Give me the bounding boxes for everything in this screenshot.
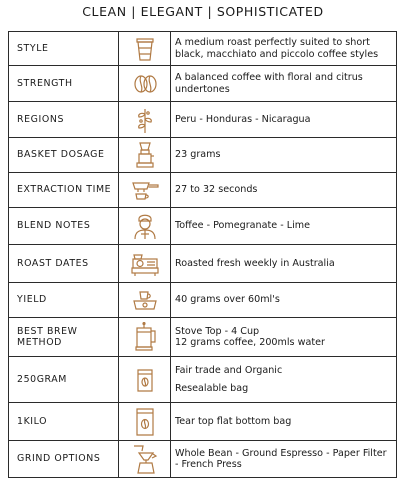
row-description: Stove Top - 4 Cup xyxy=(175,325,260,337)
row-label: GRIND OPTIONS xyxy=(9,441,119,478)
roaster-icon xyxy=(119,251,170,277)
row-label: STYLE xyxy=(9,32,119,66)
coffee-bag-large-icon xyxy=(119,407,170,437)
coffee-cup-icon xyxy=(119,36,170,62)
row-label: STRENGTH xyxy=(9,66,119,102)
coffee-bean-icon xyxy=(119,73,170,95)
row-label: 250GRAM xyxy=(9,357,119,403)
french-press-icon xyxy=(119,322,170,352)
row-description: Roasted fresh weekly in Australia xyxy=(171,245,397,283)
coffee-plant-icon xyxy=(119,106,170,134)
portafilter-icon xyxy=(119,179,170,201)
table-row xyxy=(9,318,397,357)
row-label: ROAST DATES xyxy=(9,245,119,283)
table-row xyxy=(9,102,397,138)
row-description: Whole Bean - Ground Espresso - Paper Filter - French Press xyxy=(171,441,397,478)
row-description: Toffee - Pomegranate - Lime xyxy=(171,208,397,245)
coffee-spec-table xyxy=(8,31,397,478)
row-label: BASKET DOSAGE xyxy=(9,138,119,173)
row-description: Peru - Honduras - Nicaragua xyxy=(171,102,397,138)
row-description-secondary: Resealable bag xyxy=(175,382,249,394)
row-description: A medium roast perfectly suited to short black, macchiato and piccolo coffee styles xyxy=(171,32,397,66)
row-description: 27 to 32 seconds xyxy=(171,173,397,208)
row-label: BLEND NOTES xyxy=(9,208,119,245)
row-label: BEST BREW METHOD xyxy=(9,318,119,357)
row-label: REGIONS xyxy=(9,102,119,138)
pour-over-icon xyxy=(119,443,170,475)
table-row xyxy=(9,208,397,245)
page-title: CLEAN | ELEGANT | SOPHISTICATED xyxy=(82,4,324,19)
table-row xyxy=(9,357,397,403)
table-row xyxy=(9,32,397,66)
table-row xyxy=(9,403,397,441)
table-row xyxy=(9,66,397,102)
row-description: Tear top flat bottom bag xyxy=(171,403,397,441)
row-label: EXTRACTION TIME xyxy=(9,173,119,208)
row-description-secondary: 12 grams coffee, 200mls water xyxy=(175,337,325,348)
row-description: Fair trade and Organic xyxy=(175,365,283,376)
row-description: A balanced coffee with floral and citrus undertones xyxy=(171,66,397,102)
table-row xyxy=(9,441,397,478)
table-row xyxy=(9,138,397,173)
table-row xyxy=(9,245,397,283)
row-label: 1KILO xyxy=(9,403,119,441)
grinder-icon xyxy=(119,141,170,169)
scale-icon xyxy=(119,289,170,311)
row-description: 23 grams xyxy=(171,138,397,173)
table-row xyxy=(9,173,397,208)
row-label: YIELD xyxy=(9,283,119,318)
coffee-bag-small-icon xyxy=(119,367,170,393)
row-description: 40 grams over 60ml's xyxy=(171,283,397,318)
table-row xyxy=(9,283,397,318)
barista-icon xyxy=(119,212,170,240)
